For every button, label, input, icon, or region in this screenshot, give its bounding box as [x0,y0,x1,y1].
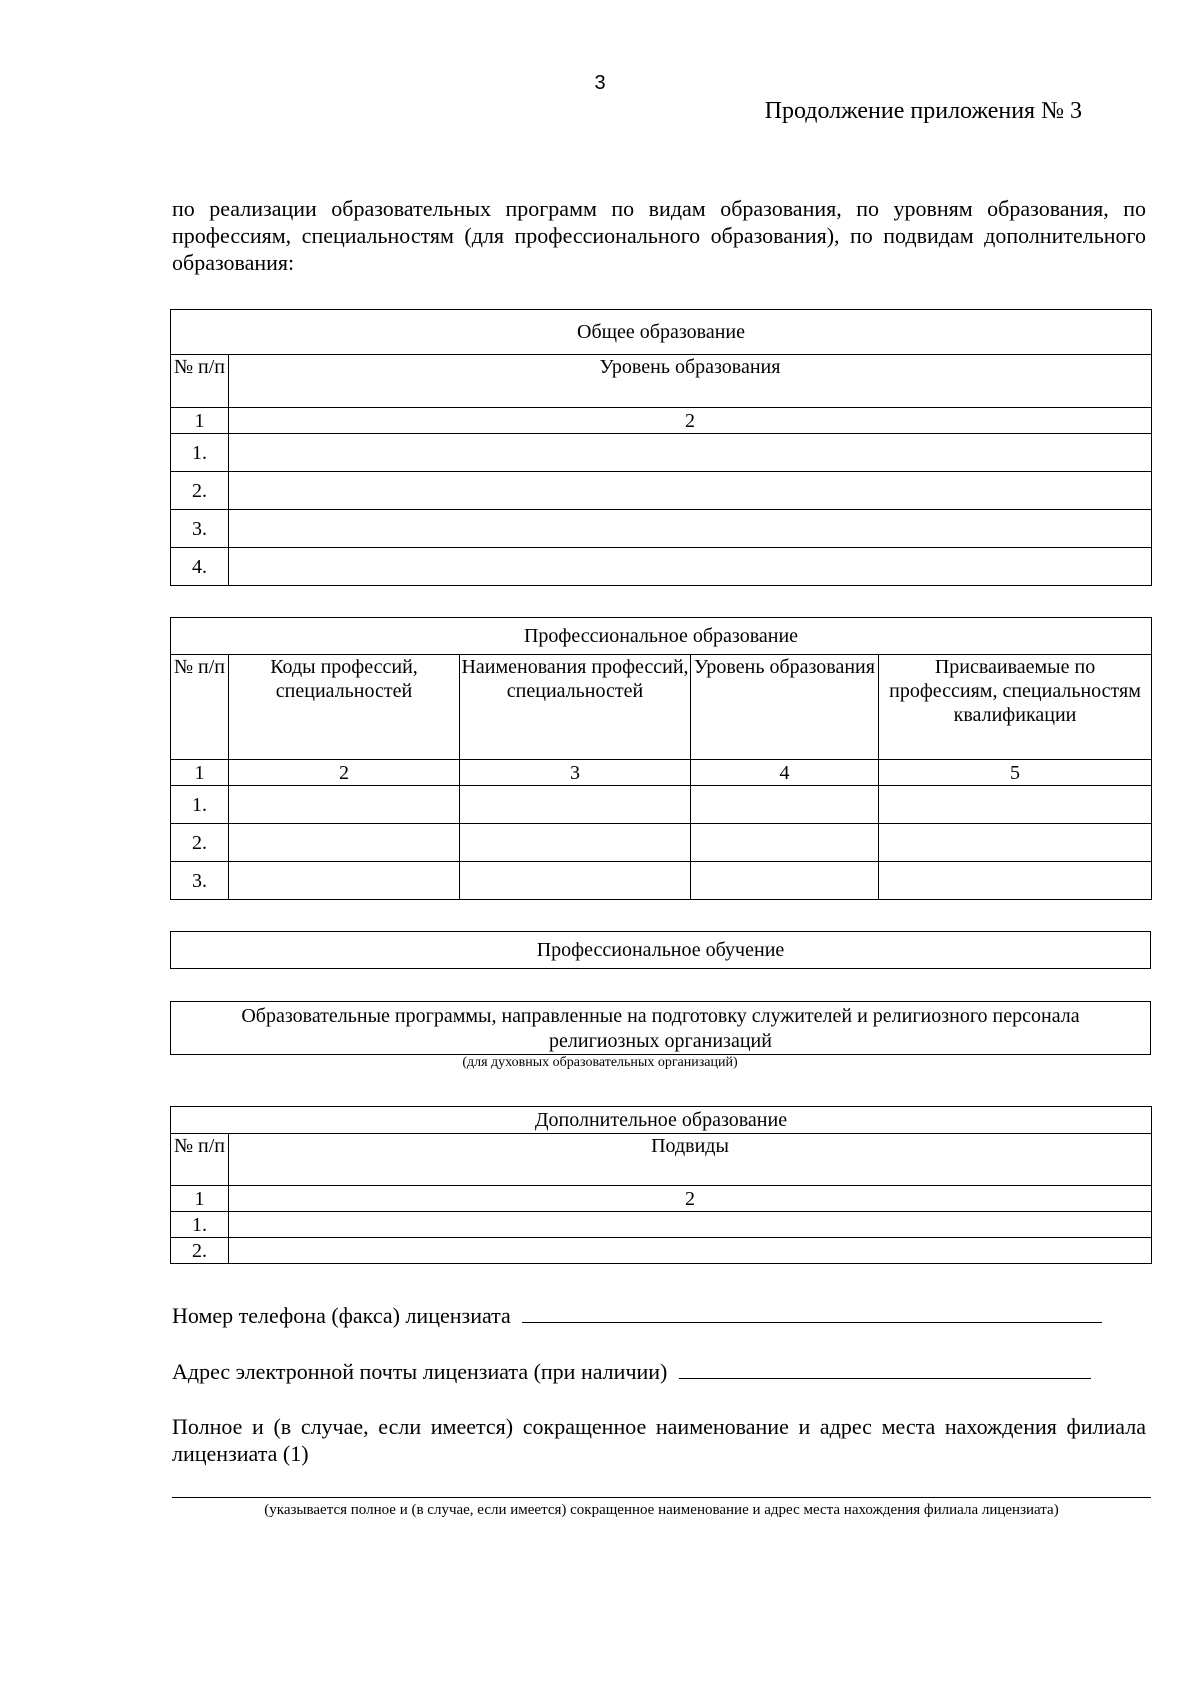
email-label: Адрес электронной почты лицензиата (при наличии) [172,1359,668,1384]
additional-education-table [170,1106,1152,1264]
email-field-row [172,1356,1091,1386]
level-cell[interactable] [691,824,879,862]
general-education-title: Общее образование [171,310,1152,355]
phone-field-row [172,1300,1102,1330]
branch-text: Полное и (в случае, если имеется) сокращенное наименование и адрес места нахождения филиала лицензиата (1) [172,1414,1146,1466]
page-number: 3 [594,72,606,94]
table-row [171,1212,1152,1238]
codes-cell[interactable] [229,786,460,824]
col-num-header: № п/п [171,1134,229,1186]
professional-training-title: Профессиональное обучение [536,939,785,961]
table-row [171,472,1152,510]
table-row [171,548,1152,586]
email-blank[interactable] [679,1356,1091,1379]
table-row [171,862,1152,900]
qualification-cell[interactable] [879,862,1152,900]
intro-text: по реализации образовательных программ по видам образования, по уровням образования, по профессиям, специальностям (для профессионального образования), по подвидам дополнительного образования: [172,196,1146,275]
table-row [171,510,1152,548]
row-number: 1. [171,1212,229,1238]
index-cell: 1 [171,1186,229,1212]
row-number: 1. [171,786,229,824]
branch-note: (указывается полное и (в случае, если имеется) сокращенное наименование и адрес места нахождения филиала лицензиата) [264,1502,1059,1518]
names-cell[interactable] [460,824,691,862]
level-cell[interactable] [229,472,1152,510]
col-num-header: № п/п [171,655,229,760]
names-cell[interactable] [460,786,691,824]
index-cell: 1 [171,760,229,786]
table-row [171,1238,1152,1264]
row-number: 2. [171,1238,229,1264]
index-cell: 3 [460,760,691,786]
names-cell[interactable] [460,862,691,900]
row-number: 3. [171,510,229,548]
phone-label: Номер телефона (факса) лицензиата [172,1303,511,1328]
row-number: 2. [171,472,229,510]
branch-blank-line[interactable] [172,1497,1151,1498]
qualification-cell[interactable] [879,786,1152,824]
col-subtypes-header: Подвиды [229,1134,1152,1186]
religious-programs-box [170,1001,1151,1055]
subtype-cell[interactable] [229,1238,1152,1264]
professional-education-title: Профессиональное образование [171,618,1152,655]
level-cell[interactable] [691,786,879,824]
level-cell[interactable] [229,548,1152,586]
index-cell: 2 [229,760,460,786]
index-cell: 4 [691,760,879,786]
codes-cell[interactable] [229,824,460,862]
religious-programs-title: Образовательные программы, направленные на подготовку служителей и религиозного персонала религиозных организаций [241,1005,1080,1052]
professional-education-table [170,617,1152,900]
index-cell: 2 [229,408,1152,434]
index-cell: 5 [879,760,1152,786]
index-cell: 1 [171,408,229,434]
row-number: 4. [171,548,229,586]
codes-cell[interactable] [229,862,460,900]
table-row [171,434,1152,472]
phone-blank[interactable] [522,1300,1102,1323]
col-codes-header: Коды профессий, специальностей [229,655,460,760]
qualification-cell[interactable] [879,824,1152,862]
table-row [171,786,1152,824]
row-number: 2. [171,824,229,862]
row-number: 3. [171,862,229,900]
continuation-label: Продолжение приложения № 3 [764,98,1082,124]
row-number: 1. [171,434,229,472]
col-names-header: Наименования профессий, специальностей [460,655,691,760]
religious-programs-note: (для духовных образовательных организаций) [462,1055,738,1070]
table-row [171,824,1152,862]
col-level-header: Уровень образования [229,355,1152,408]
col-qualification-header: Присваиваемые по профессиям, специальностям квалификации [879,655,1152,760]
index-cell: 2 [229,1186,1152,1212]
level-cell[interactable] [229,510,1152,548]
col-level-header: Уровень образования [691,655,879,760]
additional-education-title: Дополнительное образование [171,1107,1152,1134]
level-cell[interactable] [229,434,1152,472]
col-num-header: № п/п [171,355,229,408]
general-education-table [170,309,1152,586]
level-cell[interactable] [691,862,879,900]
subtype-cell[interactable] [229,1212,1152,1238]
professional-training-box [170,931,1151,969]
